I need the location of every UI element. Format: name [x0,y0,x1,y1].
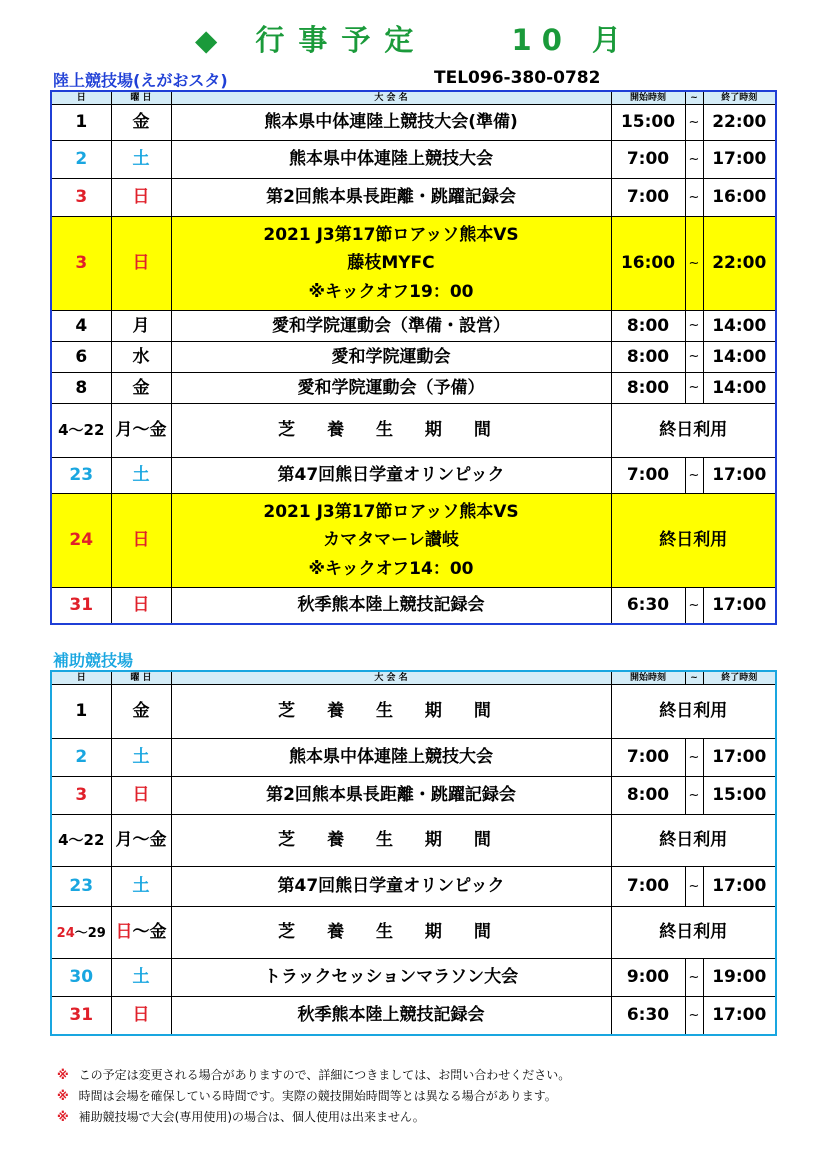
event-cell [171,997,611,1035]
tilde-cell: ~ [685,739,703,777]
table-row [51,458,776,494]
event-cell [171,404,611,458]
event-line: 第2回熊本県長距離・跳躍記録会 [266,785,516,806]
date-cell [51,907,111,959]
end-time: 17:00 [703,867,776,907]
note-mark: ※ [57,1110,69,1124]
table-row [51,867,776,907]
table-row [51,685,776,739]
event-cell [171,458,611,494]
weekday-cell: 土 [111,739,171,777]
title-month: 10 月 [511,23,631,57]
event-cell [171,867,611,907]
end-time: 19:00 [703,959,776,997]
note-text: 補助競技場で大会(専用使用)の場合は、個人使用は出来ません。 [78,1110,425,1124]
end-time: 17:00 [703,141,776,179]
start-time: 7:00 [611,739,685,777]
table-row [51,217,776,311]
date-cell: 31 [51,997,111,1035]
tilde-cell: ~ [685,373,703,404]
start-time: 8:00 [611,311,685,342]
event-cell [171,141,611,179]
table-row [51,179,776,217]
event-line: トラックセッションマラソン大会 [263,967,519,988]
event-cell [171,373,611,404]
start-time: 7:00 [611,458,685,494]
tilde-cell: ~ [685,959,703,997]
header-weekday: 曜 日 [111,91,171,105]
page-title [0,18,826,59]
event-cell [171,105,611,141]
start-time: 7:00 [611,867,685,907]
weekday-cell: 金 [111,105,171,141]
date-cell: 6 [51,342,111,373]
event-line: 2021 J3第17節ロアッソ熊本VS [263,225,519,246]
table-row [51,739,776,777]
weekday-cell: 日 [111,588,171,624]
start-time: 7:00 [611,179,685,217]
weekday-cell: 日 [111,217,171,311]
start-time: 16:00 [611,217,685,311]
section2-label: 補助競技場 [53,651,134,670]
date-cell: 4～22 [51,815,111,867]
event-line: 藤枝MYFC [347,253,435,274]
start-time: 15:00 [611,105,685,141]
end-time: 17:00 [703,588,776,624]
event-line: 秋季熊本陸上競技記録会 [297,595,485,616]
table-row [51,373,776,404]
header-weekday: 曜 日 [111,671,171,685]
event-cell [171,959,611,997]
end-time: 17:00 [703,739,776,777]
start-time: 8:00 [611,373,685,404]
event-line: 芝 養 生 期 間 [278,830,504,851]
table-row [51,588,776,624]
date-cell: 3 [51,217,111,311]
start-time: 6:30 [611,588,685,624]
event-line: 熊本県中体連陸上競技大会 [289,747,493,768]
end-time: 14:00 [703,342,776,373]
event-line: 愛和学院運動会（準備・設営） [272,315,510,336]
note-line [57,1108,425,1125]
weekday-cell: 土 [111,458,171,494]
event-cell [171,777,611,815]
sub-field-schedule-table [50,670,777,1036]
weekday-cell: 金 [111,685,171,739]
table-row [51,404,776,458]
event-cell [171,494,611,588]
note-line [57,1066,570,1083]
weekday-cell: 土 [111,867,171,907]
weekday-cell: 月～金 [111,815,171,867]
header-tilde: ~ [685,671,703,685]
tilde-cell: ~ [685,997,703,1035]
end-time: 17:00 [703,997,776,1035]
header-start: 開始時刻 [611,91,685,105]
date-cell: 3 [51,777,111,815]
end-time: 15:00 [703,777,776,815]
note-text: この予定は変更される場合がありますので、詳細につきましては、お問い合わせください。 [78,1068,571,1082]
header-end: 終了時刻 [703,91,776,105]
header-event: 大 会 名 [171,91,611,105]
end-time: 17:00 [703,458,776,494]
note-line [57,1087,557,1104]
header-row [51,671,776,685]
event-cell [171,179,611,217]
weekday-cell: 月～金 [111,404,171,458]
all-day-cell: 終日利用 [611,685,776,739]
end-time: 16:00 [703,179,776,217]
event-line: ※キックオフ14：00 [308,558,474,579]
weekday-cell: 日 [111,179,171,217]
tilde-cell: ~ [685,458,703,494]
event-line: 2021 J3第17節ロアッソ熊本VS [263,502,519,523]
tel-number: TEL096-380-0782 [434,68,601,88]
tilde-cell: ~ [685,179,703,217]
event-line: 芝 養 生 期 間 [278,420,504,441]
all-day-cell: 終日利用 [611,907,776,959]
event-line: 熊本県中体連陸上競技大会(準備) [264,112,518,133]
table-row [51,141,776,179]
weekday-cell: 金 [111,373,171,404]
header-row [51,91,776,105]
all-day-cell: 終日利用 [611,494,776,588]
weekday-cell: 日 [111,494,171,588]
table-row [51,777,776,815]
event-cell [171,907,611,959]
table-row [51,907,776,959]
date-cell: 23 [51,867,111,907]
all-day-cell: 終日利用 [611,404,776,458]
weekday-cell [111,907,171,959]
header-date: 日 [51,671,111,685]
weekday-cell: 月 [111,311,171,342]
date-cell: 4～22 [51,404,111,458]
note-mark: ※ [57,1089,69,1103]
date-cell: 4 [51,311,111,342]
event-line: 熊本県中体連陸上競技大会 [289,149,493,170]
date-cell: 2 [51,141,111,179]
header-start: 開始時刻 [611,671,685,685]
end-time: 22:00 [703,105,776,141]
date-cell: 3 [51,179,111,217]
table-row [51,959,776,997]
table-row [51,997,776,1035]
weekday-cell: 水 [111,342,171,373]
event-cell [171,217,611,311]
event-line: 愛和学院運動会（予備） [297,377,485,398]
header-tilde: ~ [685,91,703,105]
tilde-cell: ~ [685,777,703,815]
event-line: 第2回熊本県長距離・跳躍記録会 [266,187,516,208]
event-cell [171,685,611,739]
event-cell [171,311,611,342]
table-row [51,342,776,373]
date-cell: 24 [51,494,111,588]
header-event: 大 会 名 [171,671,611,685]
event-line: 第47回熊日学童オリンピック [277,876,505,897]
weekday-cell: 日 [111,777,171,815]
table-row [51,815,776,867]
date-cell: 1 [51,105,111,141]
tilde-cell: ~ [685,588,703,624]
note-text: 時間は会場を確保している時間です。実際の競技開始時間等とは異なる場合があります。 [78,1089,557,1103]
date-cell: 2 [51,739,111,777]
date-cell: 31 [51,588,111,624]
event-line: 秋季熊本陸上競技記録会 [297,1005,485,1026]
weekday-cell: 日 [111,997,171,1035]
weekday-end: ～金 [132,922,167,943]
diamond-icon: ◆ [195,23,232,57]
event-line: 芝 養 生 期 間 [278,922,504,943]
table-row [51,311,776,342]
date-cell: 23 [51,458,111,494]
header-date: 日 [51,91,111,105]
start-time: 8:00 [611,777,685,815]
title-main: 行事予定 [255,23,428,57]
weekday-start: 日 [115,922,133,943]
date-cell: 30 [51,959,111,997]
table-row [51,494,776,588]
end-time: 14:00 [703,373,776,404]
all-day-cell: 終日利用 [611,815,776,867]
event-cell [171,588,611,624]
start-time: 8:00 [611,342,685,373]
end-time: 22:00 [703,217,776,311]
note-mark: ※ [57,1068,69,1082]
weekday-cell: 土 [111,959,171,997]
date-start: 24 [56,926,75,942]
event-line: カマタマーレ讃岐 [323,530,459,551]
event-line: 芝 養 生 期 間 [278,701,504,722]
start-time: 6:30 [611,997,685,1035]
event-line: 愛和学院運動会 [331,346,451,367]
date-cell: 8 [51,373,111,404]
event-cell [171,815,611,867]
table-row [51,105,776,141]
end-time: 14:00 [703,311,776,342]
tilde-cell: ~ [685,342,703,373]
tilde-cell: ~ [685,311,703,342]
date-cell: 1 [51,685,111,739]
tilde-cell: ~ [685,141,703,179]
start-time: 7:00 [611,141,685,179]
event-cell [171,342,611,373]
section1-label: 陸上競技場(えがおスタ) [53,71,228,90]
tilde-cell: ~ [685,105,703,141]
stadium-schedule-table [50,90,777,625]
weekday-cell: 土 [111,141,171,179]
date-end: ～29 [74,926,106,942]
header-end: 終了時刻 [703,671,776,685]
event-line: ※キックオフ19：00 [308,281,474,302]
event-line: 第47回熊日学童オリンピック [277,465,505,486]
tilde-cell: ~ [685,867,703,907]
event-cell [171,739,611,777]
tilde-cell: ~ [685,217,703,311]
start-time: 9:00 [611,959,685,997]
